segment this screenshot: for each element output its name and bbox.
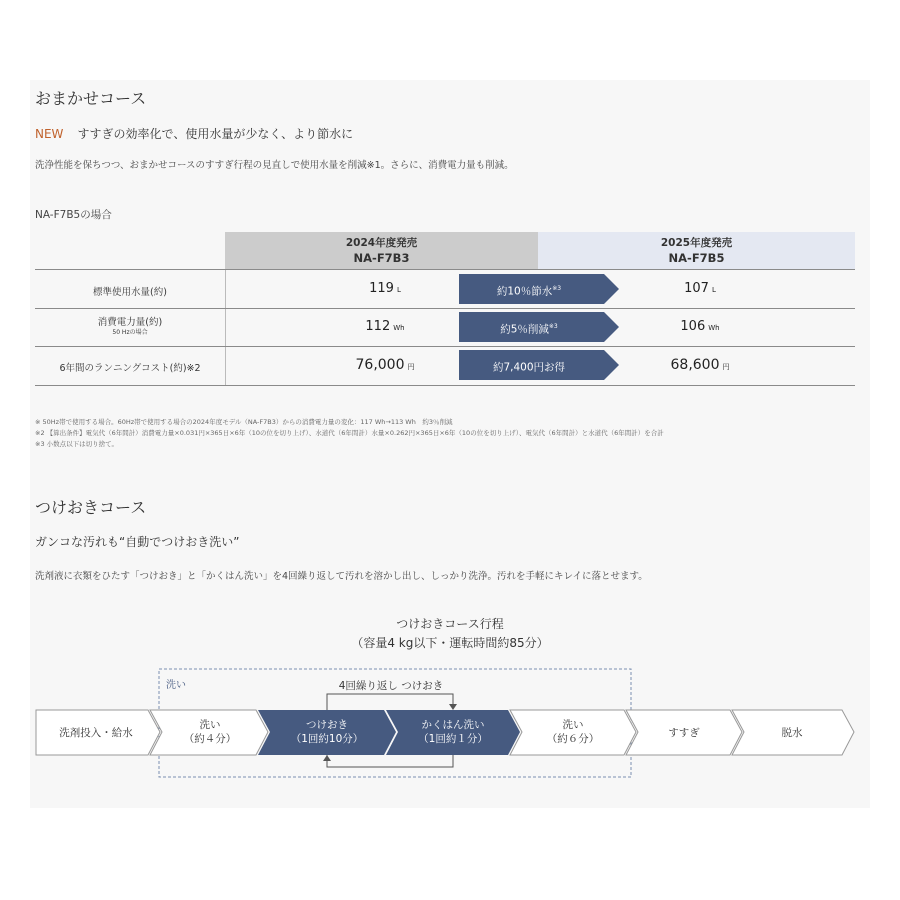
new-water-value: 107 L bbox=[684, 281, 716, 296]
step-label-2: 洗い （約４分） bbox=[183, 719, 237, 745]
new-power-value: 106 Wh bbox=[680, 319, 720, 334]
step-label-7: 脱水 bbox=[781, 727, 803, 739]
wash-group-label: 洗い bbox=[166, 680, 186, 691]
new-model: NA-F7B5 bbox=[668, 251, 725, 265]
headline-tsukeoki: ガンコな汚れも“自動でつけおき洗い” bbox=[35, 535, 240, 549]
loop-arrow-up-icon bbox=[323, 755, 331, 761]
footnote-1: ※ 50Hz帯で使用する場合。60Hz帯で使用する場合の2024年度モデル（NA-F7B3）からの消費電力量の変化：117 Wh→113 Wh 約3％削減 bbox=[35, 418, 453, 426]
new-year: 2025年度発売 bbox=[660, 237, 733, 249]
step-label-3: つけおき （1回約10分） bbox=[290, 719, 364, 745]
repeat-loop-bottom bbox=[327, 755, 453, 767]
step-label-1: 洗剤投入・給水 bbox=[59, 727, 133, 739]
row-label-cost: 6年間のランニングコスト(約)※2 bbox=[59, 363, 201, 374]
step-label-6: すすぎ bbox=[668, 727, 700, 739]
diff-band-cost: 約7,400円お得 bbox=[459, 350, 619, 380]
description-tsukeoki: 洗剤液に衣類をひたす「つけおき」と「かくはん洗い」を4回繰り返して汚れを溶かし出し、しっかり洗浄。汚れを手軽にキレイに落とせます。 bbox=[35, 571, 648, 582]
footnote-3: ※3 小数点以下は切り捨て。 bbox=[35, 440, 119, 448]
section-title-omakase: おまかせコース bbox=[35, 89, 147, 108]
step-label-4: かくはん洗い （1回約１分） bbox=[418, 719, 488, 745]
row-label-power: 消費電力量(約) 50 Hzの場合 bbox=[97, 317, 163, 336]
step-label-5: 洗い （約６分） bbox=[546, 719, 600, 745]
repeat-loop-top bbox=[327, 694, 453, 710]
new-badge: NEW bbox=[35, 127, 64, 141]
headline-text: すすぎの効率化で、使用水量が少なく、より節水に bbox=[77, 127, 354, 141]
repeat-label: 4回繰り返し つけおき bbox=[326, 678, 456, 693]
old-year: 2024年度発売 bbox=[345, 237, 418, 249]
case-label: NA-F7B5の場合 bbox=[35, 209, 112, 221]
old-power-value: 112 Wh bbox=[365, 319, 405, 334]
flow-title: つけおきコース行程 bbox=[396, 617, 504, 631]
old-model: NA-F7B3 bbox=[353, 251, 410, 265]
flow-subtitle: （容量4 kg以下・運転時間約85分） bbox=[351, 636, 549, 650]
old-water-value: 119 L bbox=[369, 281, 401, 296]
section-title-tsukeoki: つけおきコース bbox=[35, 498, 147, 517]
new-cost-value: 68,600 円 bbox=[670, 357, 730, 373]
row-label-water: 標準使用水量(約) bbox=[93, 287, 167, 298]
loop-arrow-down-icon bbox=[449, 704, 457, 710]
description-omakase: 洗浄性能を保ちつつ、おまかせコースのすすぎ行程の見直しで使用水量を削減※1。さらに、消費電力量も削減。 bbox=[35, 160, 514, 171]
diff-band-power: 約5％削減$^{※3}$ bbox=[459, 312, 619, 342]
diff-band-water: 約10％節水$^{※3}$ bbox=[459, 274, 619, 304]
footnote-2: ※2 【算出条件】電気代（6年間計）消費電力量×0.031円×365日×6年（10の位を切り上げ）、水道代（6年間計）水量×0.262円×365日×6年（10の位を切り上げ）、電気代（6年間計）と水道代（6年間計）を合計 bbox=[35, 429, 664, 437]
old-cost-value: 76,000 円 bbox=[355, 357, 415, 373]
